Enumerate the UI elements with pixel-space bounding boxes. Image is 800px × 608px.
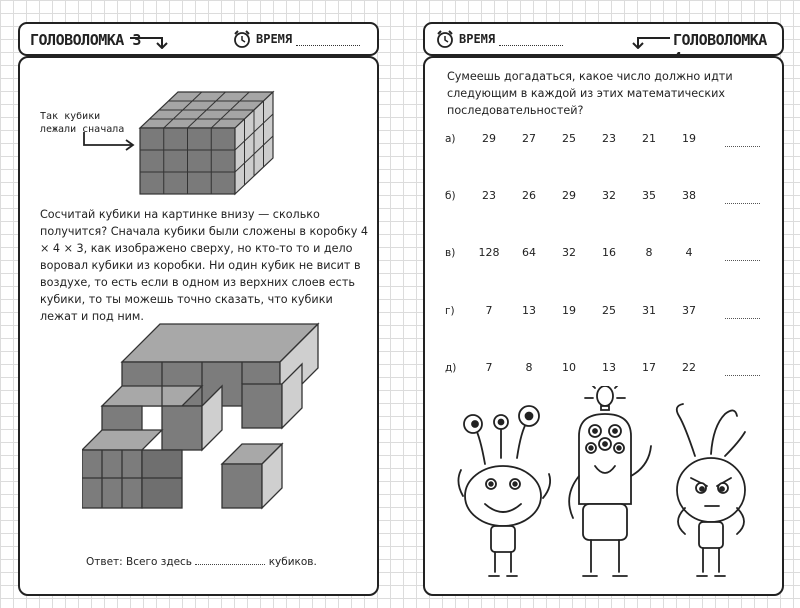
sequence-value: 23	[602, 132, 616, 145]
sequence-value: 8	[645, 246, 653, 259]
time-label: ВРЕМЯ	[256, 32, 293, 46]
sequence-value: 7	[485, 361, 493, 374]
sequence-value: 27	[522, 132, 536, 145]
sequence-value: 17	[642, 361, 656, 374]
partial-cube-illustration	[82, 320, 322, 520]
arrow-down-left-icon	[630, 33, 672, 49]
puzzle-3-page	[18, 56, 379, 596]
sequence-value: 4	[685, 246, 693, 259]
sequence-value: 19	[562, 304, 576, 317]
sequence-label: д)	[445, 362, 457, 374]
puzzle-4-header	[423, 22, 784, 56]
answer-blank[interactable]	[195, 554, 265, 565]
puzzle-3-header	[18, 22, 379, 56]
sequence-value: 25	[602, 304, 616, 317]
arrow-right-icon	[80, 132, 142, 154]
sequence-value: 23	[482, 189, 496, 202]
answer-suffix: кубиков.	[268, 556, 317, 568]
sequence-value: 64	[522, 246, 536, 259]
answer-line	[86, 554, 376, 571]
sequence-value: 29	[562, 189, 576, 202]
sequence-value: 13	[602, 361, 616, 374]
sequence-value: 37	[682, 304, 696, 317]
sequence-value: 16	[602, 246, 616, 259]
time-field[interactable]	[435, 29, 563, 49]
alarm-clock-icon	[232, 29, 252, 49]
sequence-value: 35	[642, 189, 656, 202]
sequence-answer-blank[interactable]	[725, 248, 760, 261]
monsters-illustration	[455, 386, 755, 586]
sequence-label: в)	[445, 247, 456, 259]
time-label: ВРЕМЯ	[459, 32, 496, 46]
time-blank-line[interactable]	[499, 33, 563, 46]
sequence-value: 26	[522, 189, 536, 202]
sequence-value: 38	[682, 189, 696, 202]
full-cube-box-illustration	[135, 88, 285, 198]
sequence-label: г)	[445, 305, 455, 317]
alarm-clock-icon	[435, 29, 455, 49]
sequence-value: 19	[682, 132, 696, 145]
sequence-answer-blank[interactable]	[725, 191, 760, 204]
sequence-value: 8	[525, 361, 533, 374]
sequence-value: 31	[642, 304, 656, 317]
sequence-value: 10	[562, 361, 576, 374]
sequence-answer-blank[interactable]	[725, 134, 760, 147]
sequence-label: а)	[445, 133, 456, 145]
puzzle-4-title: ГОЛОВОЛОМКА	[673, 31, 767, 49]
answer-prefix: Ответ: Всего здесь	[86, 556, 192, 568]
puzzle-4-page	[423, 56, 784, 596]
sequence-answer-blank[interactable]	[725, 363, 760, 376]
sequence-value: 32	[602, 189, 616, 202]
sequence-value: 32	[562, 246, 576, 259]
puzzle-3-title: ГОЛОВОЛОМКА 3	[30, 31, 141, 49]
puzzle-3-description: Сосчитай кубики на картинке внизу — сколько получится? Сначала кубики были сложены в коробку 4 × 4 × 3, как изображено сверху, но кто-то то и дело воровал кубики из коробки. Ни один кубик не висит в воздухе, то есть если в одном из верхних слоев есть кубики, то ты можешь точно сказать, что кубики лежат и под ним.	[40, 208, 369, 323]
sequence-value: 13	[522, 304, 536, 317]
puzzle-4-question: Сумеешь догадаться, какое число должно идти следующим в каждой из этих математических последовательностей?	[447, 70, 733, 117]
arrow-down-right-icon	[128, 33, 170, 49]
sequence-value: 128	[478, 246, 500, 259]
initial-state-caption: Так кубики лежали сначала	[40, 111, 125, 135]
sequence-value: 25	[562, 132, 576, 145]
sequence-value: 21	[642, 132, 656, 145]
time-field[interactable]	[232, 29, 360, 49]
sequence-value: 7	[485, 304, 493, 317]
time-blank-line[interactable]	[296, 33, 360, 46]
sequence-label: б)	[445, 190, 456, 202]
sequence-answer-blank[interactable]	[725, 306, 760, 319]
sequence-value: 22	[682, 361, 696, 374]
sequence-value: 29	[482, 132, 496, 145]
